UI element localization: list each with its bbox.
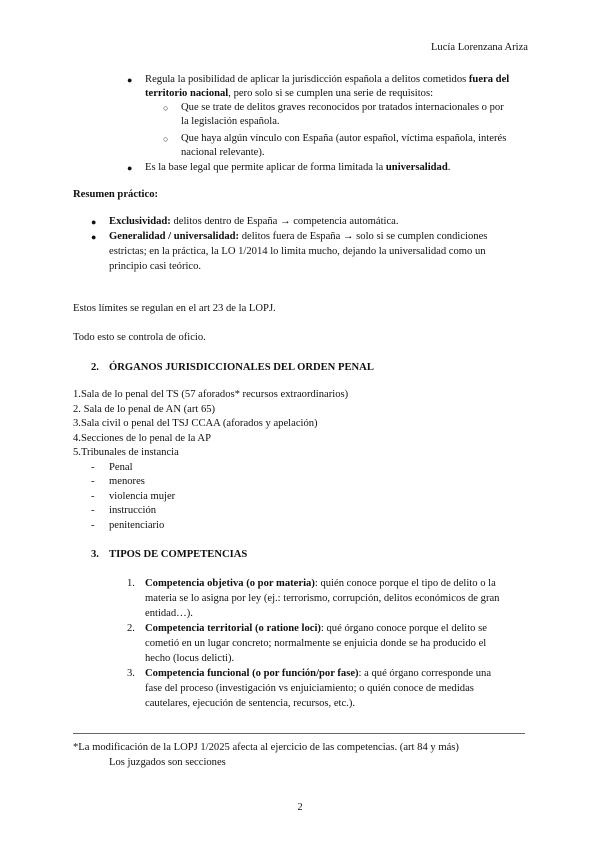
bullet-2 — [145, 160, 450, 175]
paragraph-oficio: Todo esto se controla de oficio. — [73, 332, 206, 343]
competence-2-line-3: hecho (locus delicti). — [145, 653, 235, 664]
organ-item: 4.Secciones de lo penal de la AP — [73, 433, 211, 444]
hollow-bullet-icon: ○ — [163, 134, 169, 144]
sub-bullet-2-line-2: nacional relevante). — [181, 147, 265, 158]
paragraph-limits: Estos límites se regulan en el art 23 de la LOPJ. — [73, 303, 276, 314]
section-3-title: TIPOS DE COMPETENCIAS — [109, 549, 248, 560]
footnote-line-2: Los juzgados son secciones — [109, 757, 226, 768]
dash-icon: - — [91, 505, 95, 516]
competence-2-line-2: cometió en un lugar concreto; normalmente se enjuicia donde se ha producido el — [145, 638, 487, 649]
organ-item: 2. Sala de lo penal de AN (art 65) — [73, 404, 216, 415]
bullet-1-text-2: , pero solo si se cumplen una serie de requisitos: — [228, 88, 434, 99]
organ-item: 5.Tribunales de instancia — [73, 447, 179, 458]
competence-2-title: Competencia territorial (o ratione loci) — [145, 623, 321, 634]
competence-1-title: Competencia objetiva (o por materia) — [145, 578, 315, 589]
dash-icon: - — [91, 491, 95, 502]
bullet-2-bold: universalidad — [385, 162, 448, 173]
header-author: Lucía Lorenzana Ariza — [430, 42, 528, 53]
bullet-1-bold-2: territorio nacional — [145, 88, 229, 99]
competence-2-line-1 — [145, 621, 487, 636]
resumen-item-2-line-1 — [109, 229, 487, 244]
competence-1-number: 1. — [127, 578, 135, 589]
resumen-item-1 — [109, 214, 399, 229]
bullet-icon: ● — [91, 232, 97, 242]
dash-icon: - — [91, 462, 95, 473]
instance-item: instrucción — [109, 505, 157, 516]
resumen-item-2-bold: Generalidad / universalidad: — [109, 231, 240, 242]
footnote-separator — [73, 733, 525, 734]
competence-3-title: Competencia funcional (o por función/por fase) — [145, 668, 359, 679]
organ-item: 3.Sala civil o penal del TSJ CCAA (aforados y apelación) — [73, 418, 318, 429]
bullet-icon: ● — [91, 217, 97, 227]
dash-icon: - — [91, 520, 95, 531]
resumen-item-2-text: delitos fuera de España → solo si se cumplen condiciones — [239, 231, 488, 242]
instance-item: Penal — [109, 462, 133, 473]
bullet-1-line-1 — [145, 72, 509, 87]
competence-3-line-3: cautelares, ejecución de sentencia, recursos, etc.). — [145, 698, 355, 709]
competence-2-text: : qué órgano conoce porque el delito se — [320, 623, 487, 634]
footnote-line-1: *La modificación de la LOPJ 1/2025 afecta al ejercicio de las competencias. (art 84 y más) — [73, 742, 459, 753]
competence-2-number: 2. — [127, 623, 135, 634]
page-number: 2 — [297, 802, 303, 813]
dash-icon: - — [91, 476, 95, 487]
section-2-title: ÓRGANOS JURISDICCIONALES DEL ORDEN PENAL — [109, 362, 374, 373]
bullet-icon: ● — [127, 75, 133, 85]
sub-bullet-1-line-1: Que se trate de delitos graves reconocidos por tratados internacionales o por — [181, 102, 504, 113]
instance-item: penitenciario — [109, 520, 165, 531]
section-2-number: 2. — [91, 362, 99, 373]
competence-3-line-2: fase del proceso (investigación vs enjuiciamiento; o quién conoce de medidas — [145, 683, 474, 694]
section-3-number: 3. — [91, 549, 99, 560]
bullet-2-text: Es la base legal que permite aplicar de forma limitada la — [145, 162, 386, 173]
bullet-1-text: Regula la posibilidad de aplicar la jurisdicción española a delitos cometidos — [145, 74, 469, 85]
competence-1-line-3: entidad…). — [145, 608, 193, 619]
resumen-item-1-text: delitos dentro de España → competencia automática. — [170, 216, 399, 227]
instance-item: menores — [109, 476, 145, 487]
competence-3-text: : a qué órgano corresponde una — [358, 668, 492, 679]
resumen-item-1-bold: Exclusividad: — [109, 216, 171, 227]
resumen-item-2-line-3: principio casi teórico. — [109, 261, 202, 272]
resumen-title: Resumen práctico: — [73, 189, 159, 200]
competence-3-line-1 — [145, 666, 491, 681]
resumen-item-2-line-2: estrictas; en la práctica, la LO 1/2014 lo limita mucho, dejando la universalidad como un — [109, 246, 486, 257]
competence-3-number: 3. — [127, 668, 135, 679]
instance-item: violencia mujer — [109, 491, 176, 502]
competence-1-line-1 — [145, 576, 496, 591]
competence-1-line-2: materia se lo asigna por ley (ej.: terrorismo, corrupción, delitos económicos de gran — [145, 593, 500, 604]
sub-bullet-1-line-2: la legislación española. — [181, 116, 280, 127]
bullet-1-bold: fuera del — [468, 74, 510, 85]
competence-1-text: : quién conoce porque el tipo de delito o la — [314, 578, 496, 589]
bullet-icon: ● — [127, 163, 133, 173]
organ-item: 1.Sala de lo penal del TS (57 aforados* recursos extraordinarios) — [73, 389, 349, 400]
hollow-bullet-icon: ○ — [163, 103, 169, 113]
bullet-1-line-2 — [145, 86, 433, 101]
sub-bullet-2-line-1: Que haya algún vínculo con España (autor español, víctima española, interés — [181, 133, 507, 144]
bullet-2-end: . — [447, 162, 451, 173]
